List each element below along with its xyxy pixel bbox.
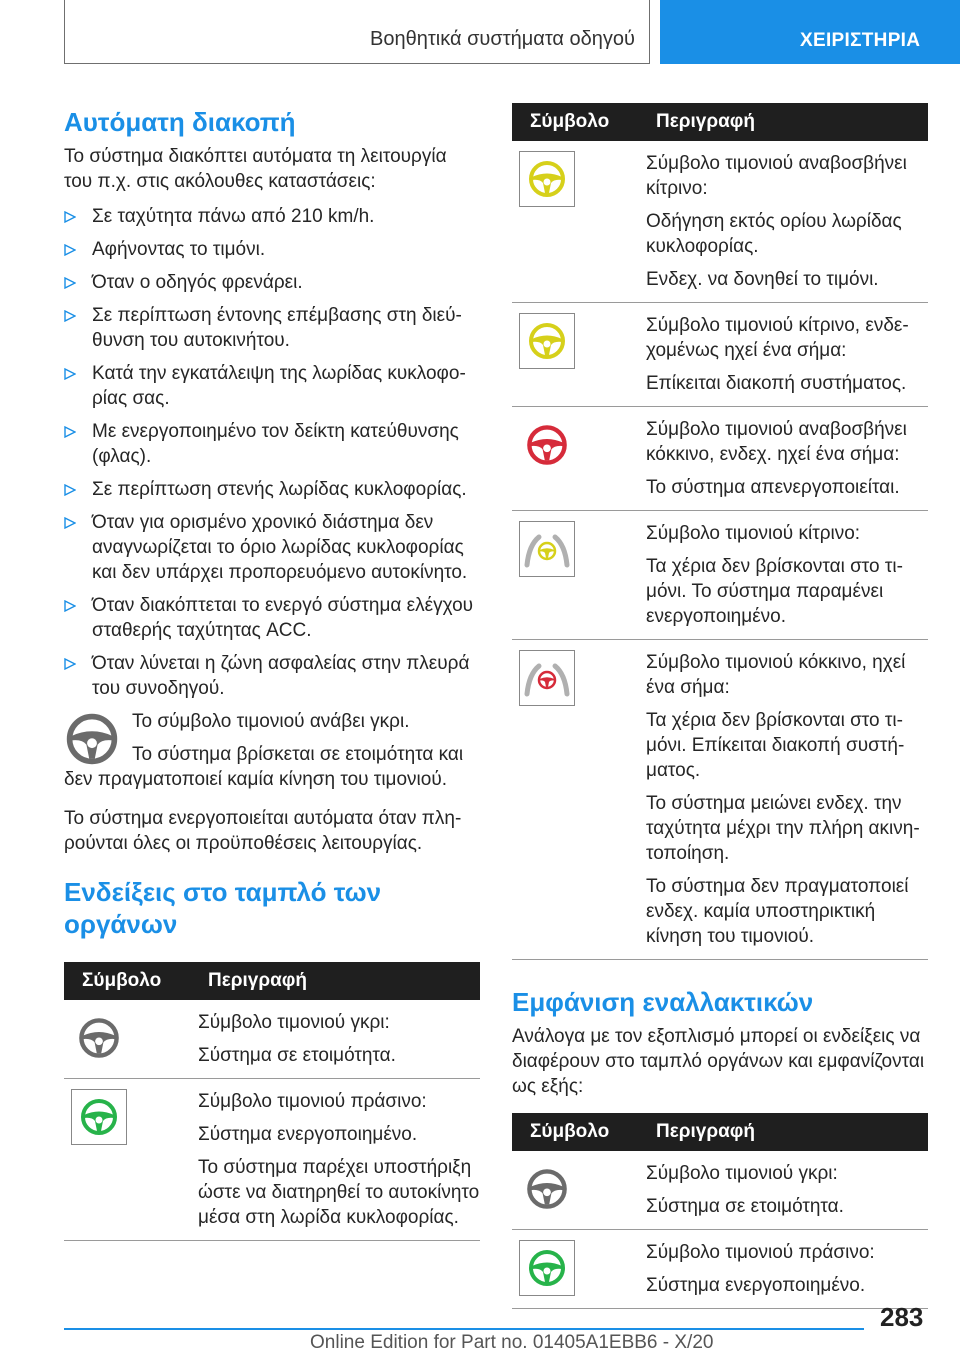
- gray-symbol-note: [64, 709, 480, 792]
- col-header-symbol: Σύμβολο: [512, 103, 646, 141]
- description-text: Σύμβολο τιμονιού αναβοσβήνει κίτρινο:: [646, 153, 907, 199]
- bullet-item: [64, 237, 480, 262]
- description-text: Σύστημα ενεργοποιημένο.: [646, 1275, 866, 1296]
- bullet-item: [64, 419, 480, 469]
- tab-label: ΧΕΙΡΙΣΤΗΡΙΑ: [800, 30, 921, 51]
- table-row: [512, 141, 928, 303]
- bullet-text: Με ενεργοποιημένο τον δείκτη κατεύθυνσης (φλας).: [92, 421, 459, 467]
- symbol-cell: [512, 1151, 646, 1230]
- left-column: [64, 106, 480, 1241]
- bullet-item: [64, 303, 480, 353]
- symbol-cell: [512, 141, 646, 303]
- bullet-text: Όταν για ορισμένο χρονικό διάστημα δεν αναγνωρίζεται το όριο λωρίδας κυκλοφορίας και δεν υπάρχει προπορευόμενο αυτοκίνητο.: [92, 512, 468, 583]
- description-text: Σύμβολο τιμονιού κόκκινο, ηχεί ένα σήμα:: [646, 652, 906, 698]
- description-text: Σύμβολο τιμονιού γκρι:: [198, 1012, 390, 1033]
- bullet-text: Όταν διακόπτεται το ενεργό σύστημα ελέγχου σταθερής ταχύτητας ACC.: [92, 595, 474, 641]
- steering-wheel-red-icon: [518, 417, 646, 473]
- bullet-text: Σε ταχύτητα πάνω από 210 km/h.: [92, 206, 375, 227]
- steering-wheel-gray-icon: [64, 711, 120, 772]
- symbol-cell: [64, 1079, 198, 1241]
- col-header-symbol: Σύμβολο: [512, 1113, 646, 1151]
- triangle-bullet-icon: [64, 310, 76, 322]
- triangle-bullet-icon: [64, 484, 76, 496]
- section-title-alternative: Εμφάνιση εναλλακτικών: [512, 987, 814, 1017]
- table-row: [64, 1079, 480, 1241]
- bullet-text: Σε περίπτωση στενής λωρίδας κυκλοφορίας.: [92, 479, 467, 500]
- description-text: Σύμβολο τιμονιού πράσινο:: [198, 1091, 427, 1112]
- description-text: Ενδεχ. να δονηθεί το τιμόνι.: [646, 269, 879, 290]
- description-text: Σύμβολο τιμονιού γκρι:: [646, 1163, 838, 1184]
- header-chapter-box: [64, 0, 650, 64]
- description-text: Το σύστημα δεν πραγματοποιεί ενδεχ. καμία υποστηρικτική κίνηση του τιμονιού.: [646, 876, 909, 947]
- description-text: Σύμβολο τιμονιού κίτρινο:: [646, 523, 861, 544]
- instruments-table: [64, 962, 480, 1241]
- chapter-title: Βοηθητικά συστήματα οδηγού: [370, 28, 635, 50]
- description-text: Σύμβολο τιμονιού αναβοσβήνει κόκκινο, ενδεχ. ηχεί ένα σήμα:: [646, 419, 907, 465]
- description-text: Σύστημα ενεργοποιημένο.: [198, 1124, 418, 1145]
- col-header-symbol: Σύμβολο: [64, 962, 198, 1000]
- description-text: Τα χέρια δεν βρίσκονται στο τιμόνι. Το σύστημα παραμένει ενεργοποιημένο.: [646, 556, 903, 627]
- description-cell: [198, 1079, 480, 1241]
- bullet-text: Κατά την εγκατάλειψη της λωρίδας κυκλοφορίας σας.: [92, 363, 466, 409]
- gray-note-line2: Το σύστημα βρίσκεται σε ετοιμότητα και δεν πραγματοποιεί καμία κίνηση του τιμονιού.: [64, 744, 464, 790]
- description-cell: [646, 511, 928, 640]
- symbol-cell: [512, 407, 646, 511]
- table-row: [512, 511, 928, 640]
- section-title-auto-stop: Αυτόματη διακοπή: [64, 107, 296, 137]
- symbol-cell: [512, 1230, 646, 1309]
- triangle-bullet-icon: [64, 517, 76, 529]
- triangle-bullet-icon: [64, 658, 76, 670]
- table-row: [512, 1230, 928, 1309]
- description-text: Οδήγηση εκτός ορίου λωρίδας κυκλοφορίας.: [646, 211, 902, 257]
- description-text: Τα χέρια δεν βρίσκονται στο τιμόνι. Επίκειται διακοπή συστήματος.: [646, 710, 905, 781]
- bullet-item: [64, 593, 480, 643]
- description-cell: [646, 303, 928, 407]
- description-text: Σύστημα σε ετοιμότητα.: [646, 1196, 844, 1217]
- auto-stop-intro: Το σύστημα διακόπτει αυτόματα τη λειτουργία του π.χ. στις ακόλουθες καταστάσεις:: [64, 146, 447, 192]
- description-cell: [646, 407, 928, 511]
- bullet-item: [64, 510, 480, 585]
- bullet-item: [64, 651, 480, 701]
- description-cell: [646, 1151, 928, 1230]
- description-text: Σύστημα σε ετοιμότητα.: [198, 1045, 396, 1066]
- bullet-item: [64, 204, 480, 229]
- triangle-bullet-icon: [64, 244, 76, 256]
- warning-symbols-table: [512, 103, 928, 960]
- triangle-bullet-icon: [64, 368, 76, 380]
- hands-off-red-icon: [518, 650, 646, 706]
- edition-footer: Online Edition for Part no. 01405A1EBB6 - X/20: [310, 1332, 714, 1353]
- steering-wheel-green-icon: [518, 1240, 646, 1296]
- triangle-bullet-icon: [64, 426, 76, 438]
- bullet-text: Σε περίπτωση έντονης επέμβασης στη διεύθυνση του αυτοκινήτου.: [92, 305, 462, 351]
- symbol-cell: [512, 640, 646, 960]
- table-row: [64, 1000, 480, 1079]
- symbol-cell: [512, 511, 646, 640]
- right-column: [512, 103, 928, 1309]
- description-text: Σύμβολο τιμονιού κίτρινο, ενδεχομένως ηχεί ένα σήμα:: [646, 315, 909, 361]
- table-row: [512, 303, 928, 407]
- col-header-description: Περιγραφή: [646, 103, 928, 141]
- auto-stop-closing: Το σύστημα ενεργοποιείται αυτόματα όταν πληρούνται όλες οι προϋποθέσεις λειτουργίας.: [64, 808, 462, 854]
- bullet-text: Όταν ο οδηγός φρενάρει.: [92, 272, 303, 293]
- description-text: Επίκειται διακοπή συστήματος.: [646, 373, 907, 394]
- description-text: Σύμβολο τιμονιού πράσινο:: [646, 1242, 875, 1263]
- description-cell: [646, 640, 928, 960]
- description-cell: [198, 1000, 480, 1079]
- description-cell: [646, 1230, 928, 1309]
- auto-stop-bullet-list: [64, 204, 480, 701]
- symbol-cell: [64, 1000, 198, 1079]
- footer-divider: [64, 1328, 864, 1330]
- gray-note-line1: Το σύμβολο τιμονιού ανάβει γκρι.: [132, 711, 410, 732]
- description-text: Το σύστημα παρέχει υποστήριξη ώστε να διατηρηθεί το αυτοκίνητο μέσα στη λωρίδα κυκλοφορίας.: [198, 1157, 480, 1228]
- alternative-table: [512, 1113, 928, 1309]
- alternative-intro: Ανάλογα με τον εξοπλισμό μπορεί οι ενδείξεις να διαφέρουν στο ταμπλό οργάνων και εμφανίζονται ως εξής:: [512, 1026, 925, 1097]
- section-title-instruments: Ενδείξεις στο ταμπλό των οργάνων: [64, 877, 382, 939]
- bullet-text: Αφήνοντας το τιμόνι.: [92, 239, 266, 260]
- table-row: [512, 640, 928, 960]
- page-number: 283: [880, 1302, 924, 1332]
- col-header-description: Περιγραφή: [198, 962, 480, 1000]
- triangle-bullet-icon: [64, 277, 76, 289]
- steering-wheel-yellow-flashing-icon: [518, 151, 646, 207]
- col-header-description: Περιγραφή: [646, 1113, 928, 1151]
- triangle-bullet-icon: [64, 600, 76, 612]
- steering-wheel-green-icon: [70, 1089, 198, 1145]
- table-row: [512, 1151, 928, 1230]
- bullet-text: Όταν λύνεται η ζώνη ασφαλείας στην πλευρά του συνοδηγού.: [92, 653, 470, 699]
- bullet-item: [64, 270, 480, 295]
- symbol-cell: [512, 303, 646, 407]
- table-row: [512, 407, 928, 511]
- bullet-item: [64, 477, 480, 502]
- header-tab: [660, 0, 960, 64]
- hands-off-yellow-icon: [518, 521, 646, 577]
- bullet-item: [64, 361, 480, 411]
- steering-wheel-gray-icon: [518, 1161, 646, 1217]
- steering-wheel-yellow-icon: [518, 313, 646, 369]
- triangle-bullet-icon: [64, 211, 76, 223]
- steering-wheel-gray-icon: [70, 1010, 198, 1066]
- description-text: Το σύστημα απενεργοποιείται.: [646, 477, 900, 498]
- description-text: Το σύστημα μειώνει ενδεχ. την ταχύτητα μέχρι την πλήρη ακινητοποίηση.: [646, 793, 920, 864]
- description-cell: [646, 141, 928, 303]
